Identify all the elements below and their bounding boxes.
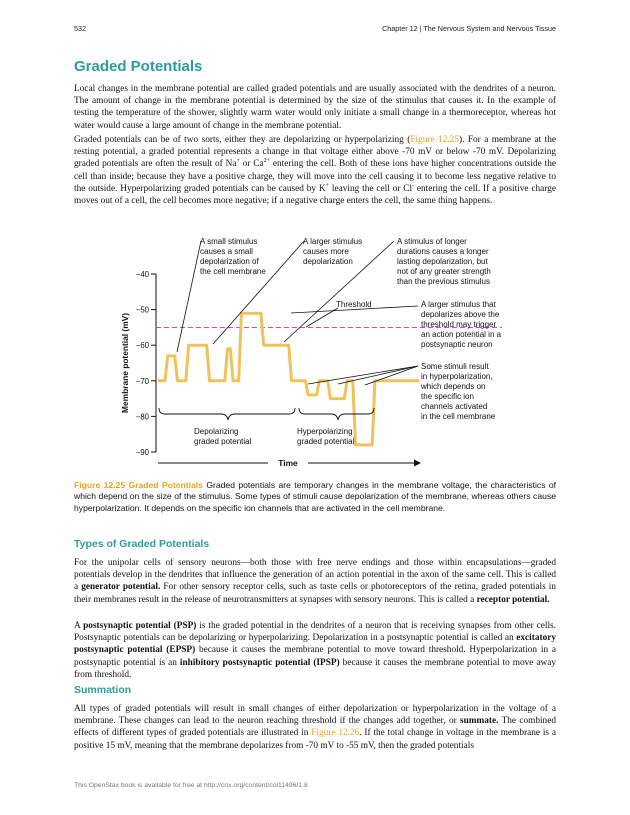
annotation-longer-stimulus: A stimulus of longer durations causes a longer lasting depolarization, but not of any greater strength than the previous stimulus [397, 237, 491, 286]
annotation-small-stimulus: A small stimulus causes a small depolarization of the cell membrane [200, 237, 266, 276]
figure-12-25-link[interactable]: Figure 12.25 [410, 135, 459, 145]
hyperpolarizing-label: Hyperpolarizing graded potential [297, 427, 355, 446]
depolarizing-label: Depolarizing graded potential [194, 427, 252, 446]
annotation-larger-stimulus: A larger stimulus causes more depolarization [303, 237, 363, 266]
types-paragraph-2: A postsynaptic potential (PSP) is the graded potential in the dendrites of a neuron that is receiving synapses from other cells. Postsynaptic potentials can be depolarizing or hyperpolarizing. Depolarization in a postsynaptic potential is called an excitatory postsynaptic potential (EPSP) because it causes the membrane potential to move toward threshold. Hyperpolarization in a postsynaptic potential is an inhibitory postsynaptic potential (IPSP) because it causes the membrane potential to move away from threshold. [74, 621, 556, 680]
time-axis-label: Time [278, 458, 298, 468]
y-tick-label: −80 [135, 412, 149, 422]
y-tick-label: −90 [135, 448, 149, 457]
footer-note: This OpenStax book is available for free at http://cnx.org/content/col11496/1.8 [74, 782, 308, 789]
y-tick-label: −50 [135, 305, 149, 315]
time-arrow-icon [414, 460, 421, 467]
types-title: Types of Graded Potentials [74, 538, 210, 550]
chapter-header: Chapter 12 | The Nervous System and Nervous Tissue [382, 24, 556, 33]
y-tick-label: −40 [135, 270, 149, 279]
figure-label: Figure 12.25 Graded Potentials [74, 480, 203, 490]
y-tick-label: −70 [135, 376, 149, 386]
graded-potentials-figure [118, 230, 518, 470]
hyperpolarizing-brace [299, 408, 374, 420]
annotation-threshold-trigger: A larger stimulus that depolarizes above the threshold may trigger an action potential in a postsynaptic neuron [421, 300, 502, 349]
y-tick-label: −60 [135, 341, 149, 351]
section-title: Graded Potentials [74, 58, 203, 75]
membrane-potential-trace [158, 313, 419, 445]
figure-caption: Figure 12.25 Graded Potentials Graded potentials are temporary changes in the membrane voltage, the characteristics of which depend on the size of the stimulus. Some types of stimuli cause depolarization of the membrane, whereas others cause hyperpolarization. It depends on the specific ion channels that are activated in the cell membrane. [74, 480, 556, 513]
annotation-threshold: Threshold [336, 300, 372, 309]
summation-title: Summation [74, 684, 132, 696]
graded-sorts-paragraph: Graded potentials can be of two sorts, either they are depolarizing or hyperpolarizing (Figure 12.25). For a membrane at the resting potential, a graded potential represents a change in that voltage either above -70 mV or below -70 mV. Depolarizing graded potentials are often the result of Na+ or $Ca^{2+}$ entering the cell. Both of these ions have higher concentrations outside the cell than inside; because they have a positive charge, they will move into the cell causing it to become less negative relative to the outside. Hyperpolarizing graded potentials can be caused by K+ leaving the cell or Cl- entering the cell. If a positive charge moves out of a cell, the cell becomes more negative; if a negative charge enters the cell, the same thing happens. [74, 135, 557, 207]
annotation-hyperpolarization: Some stimuli result in hyperpolarization, which depends on the specific ion channels activated in the cell membrane [421, 362, 496, 421]
page-number: 532 [74, 24, 86, 33]
summation-paragraph: All types of graded potentials will result in small changes of either depolarization or hyperpolarization in the voltage of a membrane. These changes can lead to the neuron reaching threshold if the changes add together, or summate. The combined effects of different types of graded potentials are illustrated in Figure 12.26. If the total change in voltage in the membrane is a positive 15 mV, meaning that the membrane depolarizes from -70 mV to -55 mV, then the graded potentials [74, 704, 557, 751]
types-paragraph-1: For the unipolar cells of sensory neurons—both those with free nerve endings and those within encapsulations—graded potentials develop in the dendrites that influence the generation of an action potential in the axon of the same cell. This is called a generator potential. For other sensory receptor cells, such as taste cells or photoreceptors of the retina, graded potentials in their membranes result in the release of neurotransmitters at synapses with sensory neurons. This is called a receptor potential. [74, 558, 557, 605]
intro-paragraph: Local changes in the membrane potential are called graded potentials and are usually associated with the dendrites of a neuron. The amount of change in the membrane potential is determined by the size of the stimulus that causes it. In the example of testing the temperature of the shower, slightly warm water would only initiate a small change in a thermoreceptor, whereas hot water would cause a large amount of change in the membrane potential. [74, 84, 556, 131]
depolarizing-brace [159, 408, 295, 420]
figure-12-26-link[interactable]: Figure 12.26 [311, 728, 360, 739]
y-axis-label: Membrane potential (mV) [120, 312, 130, 414]
